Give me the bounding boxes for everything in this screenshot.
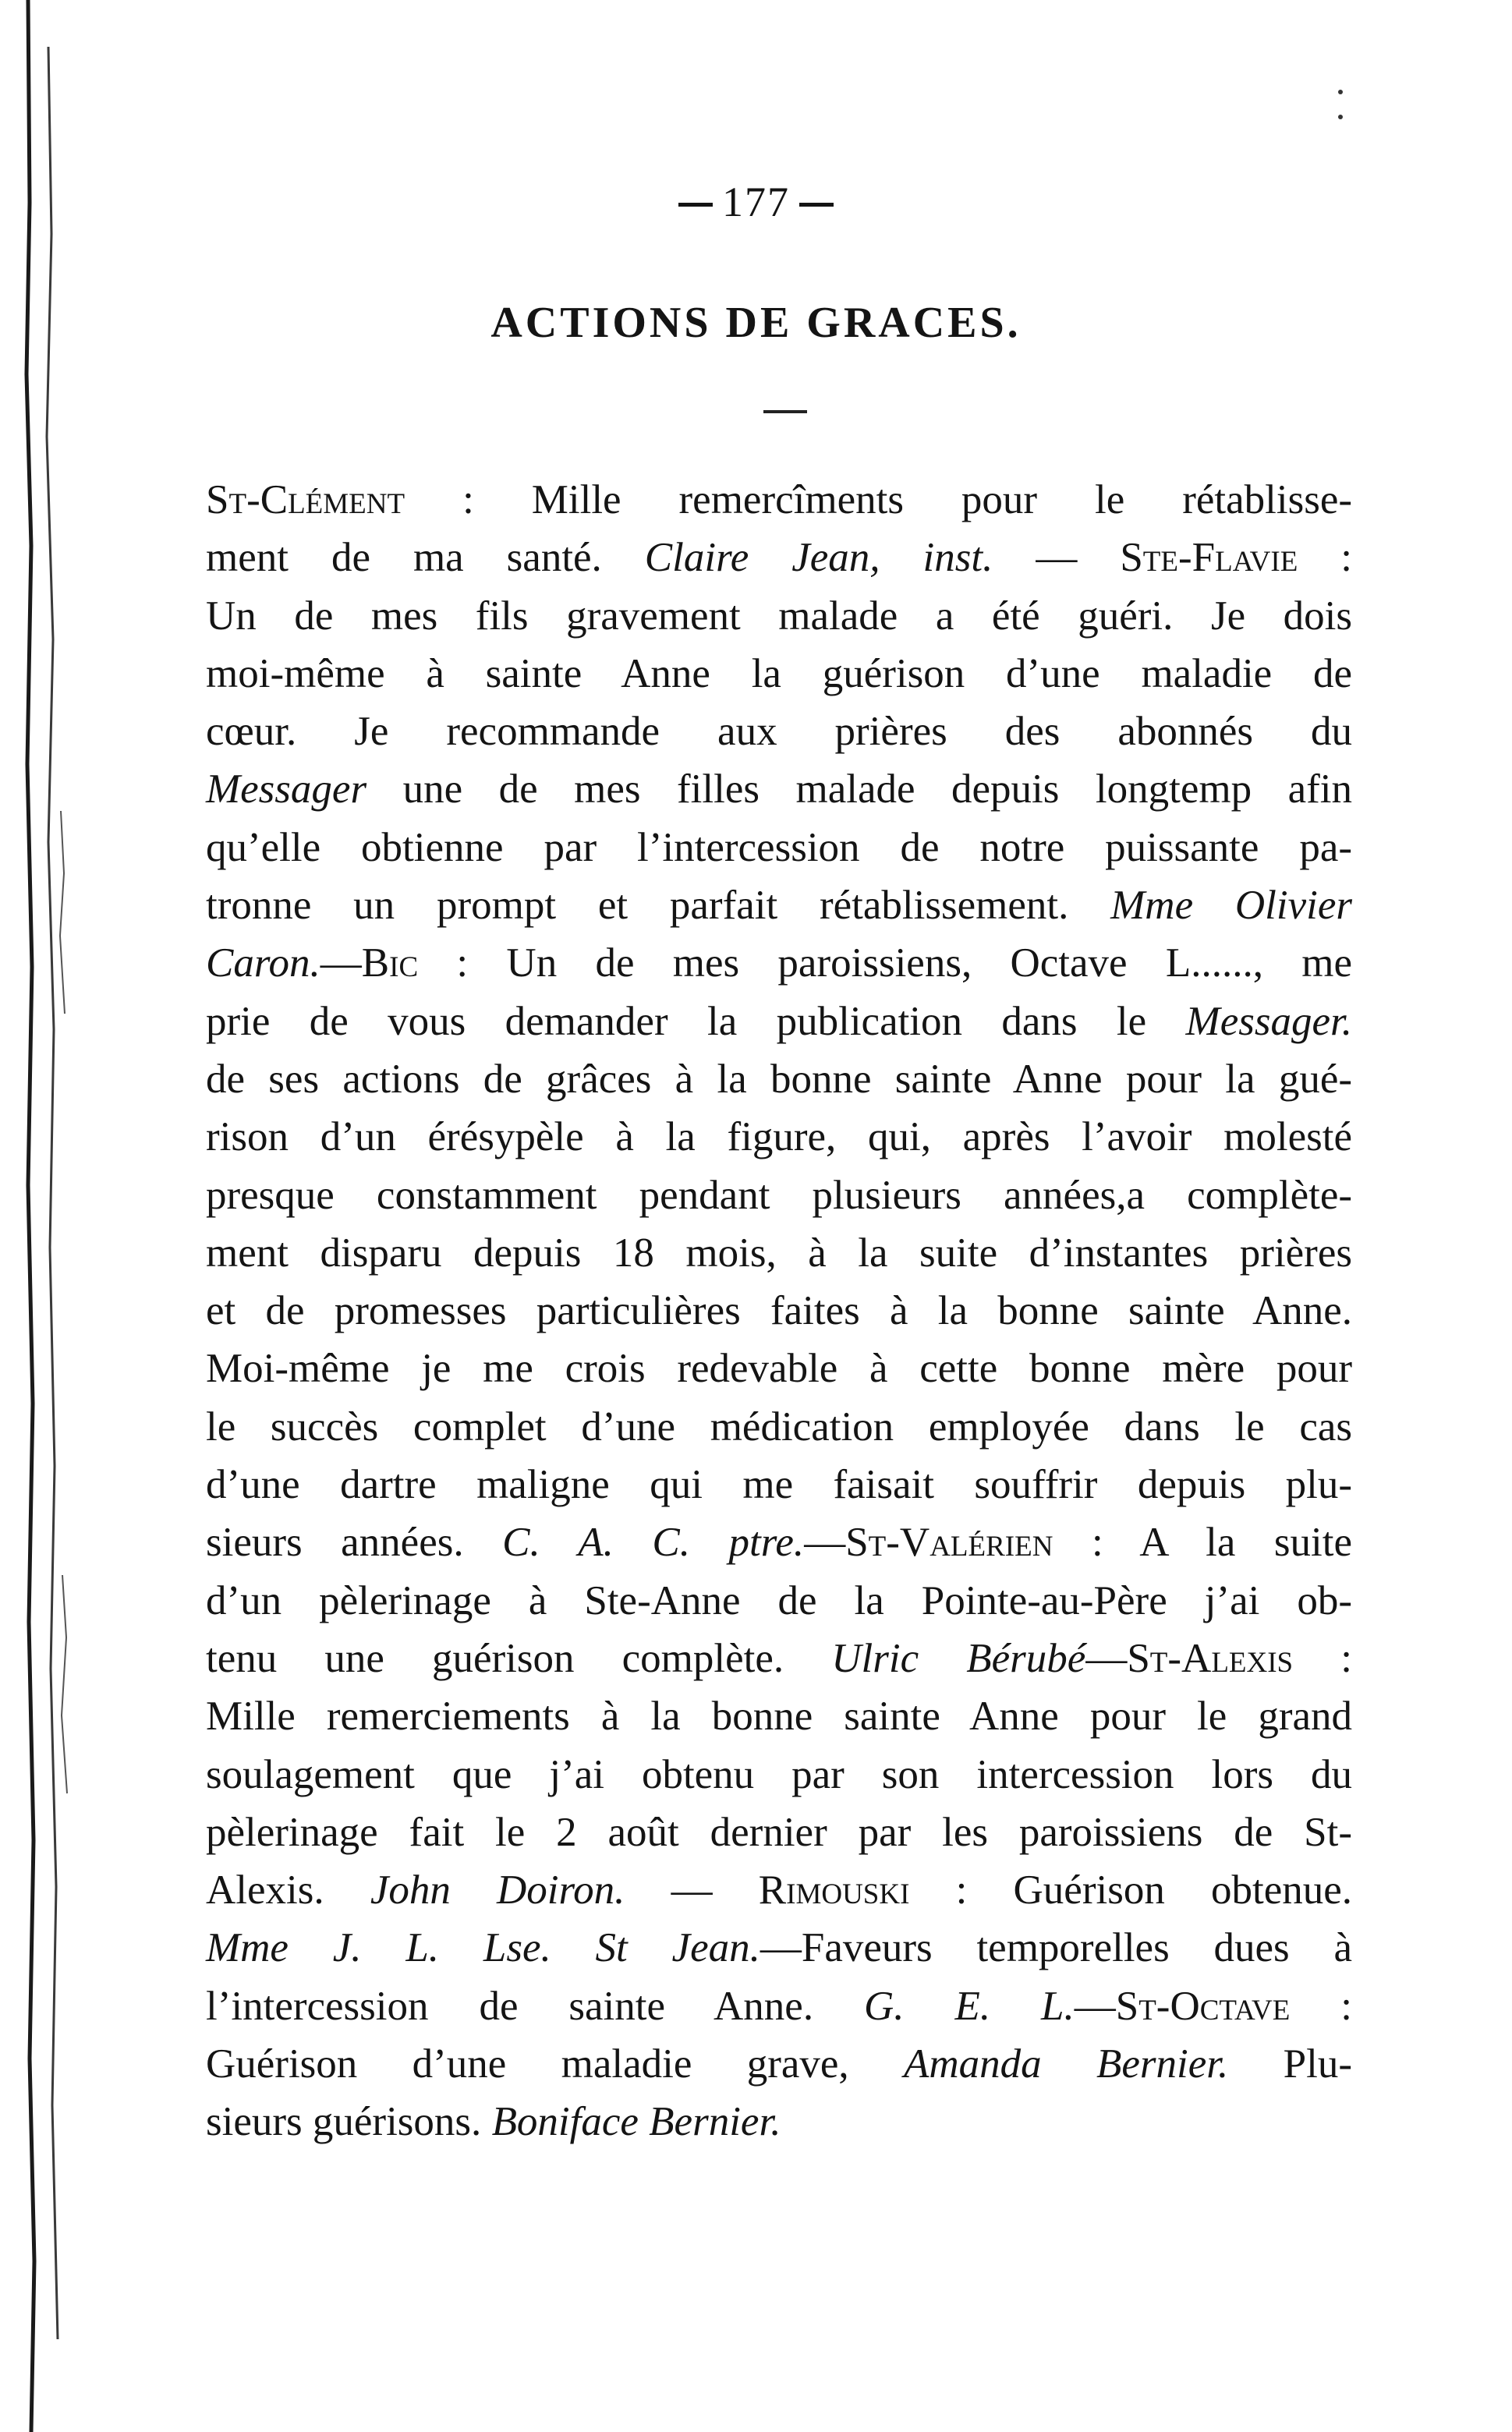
italic-text: Mme J. L. Lse. St Jean.	[206, 1925, 760, 1971]
italic-text: Amanda Bernier.	[904, 2041, 1229, 2087]
text-run: Moi-même je me crois redevable à cette bonne mère pour	[206, 1346, 1352, 1392]
text-run: —	[320, 940, 362, 986]
text-run: : Guérison obtenue.	[909, 1867, 1353, 1913]
text-run: : A la suite	[1053, 1520, 1352, 1566]
text-line	[206, 1224, 1352, 1282]
text-run: —	[1074, 1983, 1116, 2029]
text-line	[206, 1340, 1352, 1397]
text-run: —	[625, 1867, 759, 1913]
place-name: Bic	[361, 940, 419, 986]
text-run: tronne un prompt et parfait rétablissement.	[206, 883, 1111, 929]
text-run: presque constamment pendant plusieurs années,a complète-	[206, 1172, 1352, 1218]
text-run: —Faveurs temporelles dues à	[760, 1925, 1352, 1971]
text-run: Plu-	[1228, 2041, 1352, 2087]
text-line	[206, 2093, 1352, 2151]
text-run: :	[1290, 1983, 1352, 2029]
text-run: soulagement que j’ai obtenu par son intercession lors du	[206, 1751, 1352, 1797]
page-number-text: 177	[722, 179, 790, 225]
text-run: : Un de mes paroissiens, Octave L......, me	[418, 940, 1352, 986]
text-run: qu’elle obtienne par l’intercession de notre puissante pa-	[206, 824, 1352, 870]
text-run: ment de ma santé.	[206, 535, 645, 581]
text-run: Alexis.	[206, 1867, 370, 1913]
text-run: pèlerinage fait le 2 août dernier par les paroissiens de St-	[206, 1809, 1352, 1855]
text-line	[206, 1630, 1352, 1687]
text-line	[206, 819, 1352, 876]
text-run: et de promesses particulières faites à la bonne sainte Anne.	[206, 1288, 1352, 1334]
text-run: l’intercession de sainte Anne.	[206, 1983, 864, 2029]
italic-text: Messager.	[1185, 998, 1352, 1044]
text-run: Mille remerciements à la bonne sainte Anne pour le grand	[206, 1694, 1352, 1740]
place-name: Rimouski	[758, 1867, 910, 1913]
text-line	[206, 1050, 1352, 1108]
place-name: St-Clément	[206, 477, 405, 522]
italic-text: Mme Olivier	[1110, 883, 1352, 929]
text-run: sieurs années.	[206, 1520, 503, 1566]
italic-text: Caron.	[206, 940, 320, 986]
text-run: d’un pèlerinage à Ste-Anne de la Pointe-au-Père j’ai ob-	[206, 1577, 1352, 1623]
italic-text: C. A. C. ptre.	[502, 1520, 805, 1566]
title-rule	[763, 410, 807, 413]
text-line	[206, 645, 1352, 703]
text-run: :	[1293, 1635, 1352, 1681]
text-line	[206, 1746, 1352, 1804]
italic-text: Boniface Bernier.	[491, 2099, 781, 2145]
text-run: :	[1298, 535, 1353, 581]
text-line	[206, 1513, 1352, 1571]
text-run: —	[993, 535, 1121, 581]
text-run: moi-même à sainte Anne la guérison d’une maladie de	[206, 650, 1352, 696]
text-line	[206, 471, 1352, 529]
italic-text: G. E. L.	[864, 1983, 1075, 2029]
text-run: rison d’un érésypèle à la figure, qui, après l’avoir molesté	[206, 1114, 1352, 1160]
text-line	[206, 1282, 1352, 1340]
italic-text: Ulric Bérubé	[831, 1635, 1086, 1681]
text-line	[206, 934, 1352, 992]
text-line	[206, 876, 1352, 934]
text-line	[206, 1108, 1352, 1166]
text-line	[206, 529, 1352, 586]
page-number	[0, 181, 1512, 223]
text-line	[206, 1166, 1352, 1224]
section-title: ACTIONS DE GRACES.	[490, 299, 1022, 347]
page-number-dash-right	[799, 203, 834, 207]
text-line	[206, 1456, 1352, 1513]
text-run: : Mille remercîments pour le rétablisse-	[405, 477, 1352, 522]
text-run: prie de vous demander la publication dans le	[206, 998, 1186, 1044]
italic-text: John Doiron.	[370, 1867, 625, 1913]
text-run: Un de mes fils gravement malade a été guéri. Je dois	[206, 593, 1352, 639]
text-line	[206, 587, 1352, 645]
place-name: St-Valérien	[845, 1520, 1053, 1566]
text-line	[206, 760, 1352, 818]
text-run: tenu une guérison complète.	[206, 1635, 832, 1681]
text-line	[206, 1861, 1352, 1919]
text-line	[206, 1398, 1352, 1456]
text-line	[206, 1572, 1352, 1630]
page-number-dash-left	[678, 203, 713, 207]
text-line	[206, 1804, 1352, 1861]
text-run: —	[804, 1520, 846, 1566]
text-run: une de mes filles malade depuis longtemp afin	[366, 766, 1352, 812]
body-text	[206, 471, 1352, 2151]
text-line	[206, 2035, 1352, 2093]
place-name: Ste-Flavie	[1120, 535, 1298, 581]
text-line	[206, 1919, 1352, 1977]
text-run: Guérison d’une maladie grave,	[206, 2041, 905, 2087]
text-run: ment disparu depuis 18 mois, à la suite d’instantes prières	[206, 1230, 1352, 1276]
text-line	[206, 993, 1352, 1050]
italic-text: Messager	[206, 766, 367, 812]
place-name: St-Octave	[1115, 1983, 1291, 2029]
text-run: —	[1085, 1635, 1128, 1681]
italic-text: Claire Jean, inst.	[644, 535, 993, 581]
text-run: sieurs guérisons.	[206, 2099, 492, 2145]
text-run: d’une dartre maligne qui me faisait souffrir depuis plu-	[206, 1462, 1352, 1508]
text-line	[206, 1977, 1352, 2035]
text-line	[206, 703, 1352, 760]
text-run: le succès complet d’une médication employée dans le cas	[206, 1404, 1352, 1450]
text-line	[206, 1687, 1352, 1745]
place-name: St-Alexis	[1127, 1635, 1294, 1681]
text-run: de ses actions de grâces à la bonne sainte Anne pour la gué-	[206, 1056, 1352, 1102]
text-run: cœur. Je recommande aux prières des abonnés du	[206, 709, 1352, 755]
